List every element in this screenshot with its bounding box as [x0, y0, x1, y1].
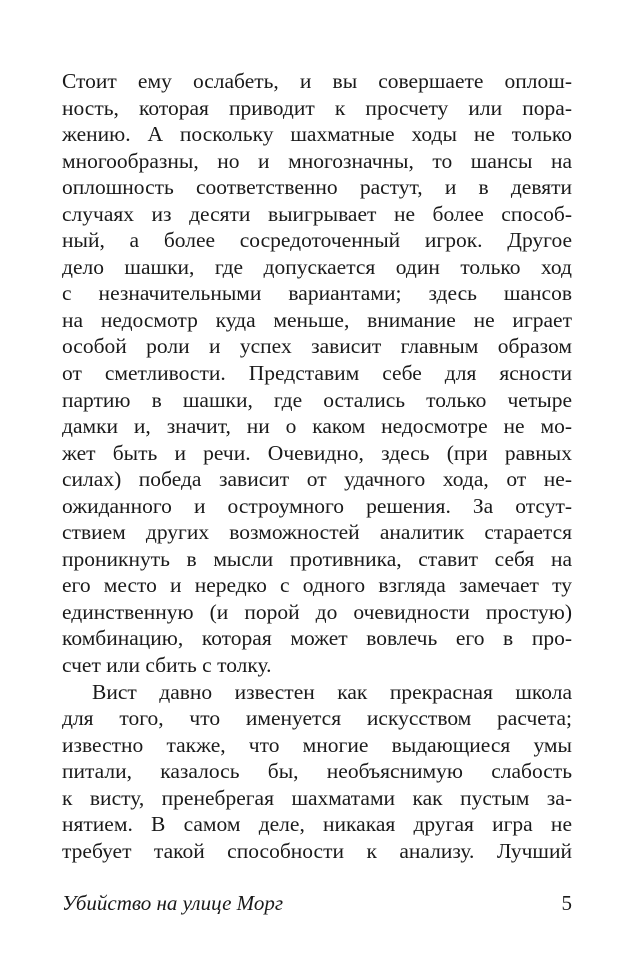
text-line: дело шашки, где допускается один только ход: [62, 254, 572, 279]
text-line: особой роли и успех зависит главным образом: [62, 334, 572, 359]
text-line: Вист давно известен как прекрасная школа: [92, 679, 572, 704]
text-line: требует такой способности к анализу. Лучший: [62, 838, 572, 863]
text-line: нятием. В самом деле, никакая другая игра не: [62, 812, 572, 837]
text-line: для того, что именуется искусством расчета;: [62, 706, 572, 731]
paragraph: [62, 679, 572, 865]
text-line: счет или сбить с толку.: [62, 653, 272, 678]
text-line: питали, казалось бы, необъяснимую слабость: [62, 759, 572, 784]
text-line: ность, которая приводит к просчету или пора-: [62, 95, 572, 120]
text-line: известно также, что многие выдающиеся умы: [62, 732, 572, 757]
text-line: ный, а более сосредоточенный игрок. Другое: [62, 228, 572, 253]
text-line: комбинацию, которая может вовлечь его в про-: [62, 626, 572, 651]
text-line: ствием других возможностей аналитик старается: [62, 520, 572, 545]
text-line: дамки и, значит, ни о каком недосмотре не мо-: [62, 414, 572, 439]
text-line: силах) победа зависит от удачного хода, от не-: [62, 467, 572, 492]
text-line: партию в шашки, где остались только четыре: [62, 387, 572, 412]
text-line: жению. А поскольку шахматные ходы не только: [62, 122, 572, 147]
text-line: оплошность соответственно растут, и в девяти: [62, 175, 572, 200]
text-line: с незначительными вариантами; здесь шансов: [62, 281, 572, 306]
text-line: его место и нередко с одного взгляда замечает ту: [62, 573, 572, 598]
paragraph: [62, 68, 572, 679]
text-line: к висту, пренебрегая шахматами как пустым за-: [62, 785, 572, 810]
text-line: проникнуть в мысли противника, ставит себя на: [62, 546, 572, 571]
page-number: 5: [561, 891, 572, 915]
text-line: ожиданного и остроумного решения. За отсут-: [62, 493, 572, 518]
text-line: случаях из десяти выигрывает не более способ-: [62, 201, 572, 226]
text-line: единственную (и порой до очевидности простую): [62, 599, 572, 624]
page-body: [62, 68, 572, 864]
running-title: Убийство на улице Морг: [62, 891, 284, 915]
text-line: жет быть и речи. Очевидно, здесь (при равных: [62, 440, 572, 465]
text-line: на недосмотр куда меньше, внимание не играет: [62, 307, 572, 332]
text-line: многообразны, но и многозначны, то шансы на: [62, 148, 572, 173]
page-footer: [62, 890, 572, 916]
text-line: от сметливости. Представим себе для ясности: [62, 361, 572, 386]
text-line: Стоит ему ослабеть, и вы совершаете оплош-: [62, 69, 572, 93]
